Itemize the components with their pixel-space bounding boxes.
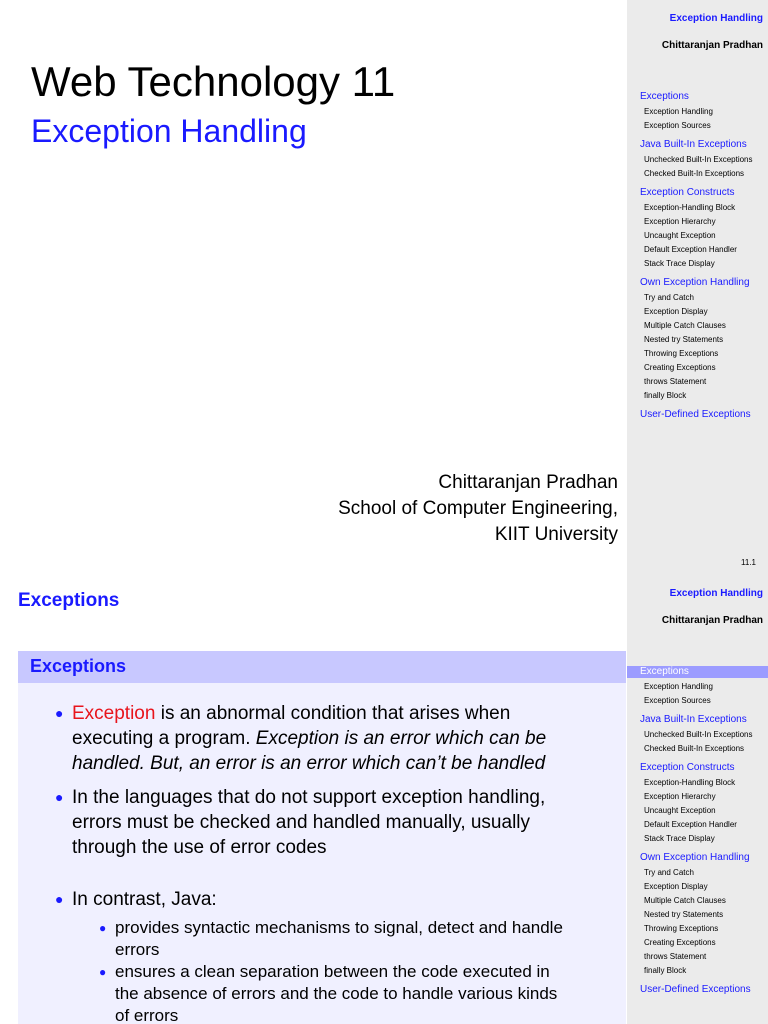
sidebar-subsection[interactable]: Multiple Catch Clauses xyxy=(644,321,726,330)
frame-title: Exceptions xyxy=(18,590,120,611)
author-name: Chittaranjan Pradhan xyxy=(438,472,618,493)
subbullet-icon: ● xyxy=(99,921,107,935)
sidebar-subsection[interactable]: Checked Built-In Exceptions xyxy=(644,169,745,178)
page-number: 11.1 xyxy=(741,558,756,567)
bullet-icon: ● xyxy=(55,891,64,907)
sidebar-subsection[interactable]: Exception Hierarchy xyxy=(644,792,716,801)
sidebar-subsection[interactable]: Creating Exceptions xyxy=(644,938,716,947)
presentation-subtitle: Exception Handling xyxy=(31,113,307,149)
sidebar-title[interactable]: Exception Handling xyxy=(669,588,763,599)
sidebar-subsection[interactable]: Throwing Exceptions xyxy=(644,924,719,933)
sidebar-subsection[interactable]: finally Block xyxy=(644,966,687,975)
sidebar-section-2[interactable]: Java Built-In Exceptions xyxy=(640,139,747,150)
sidebar-section-2[interactable]: Java Built-In Exceptions xyxy=(640,714,747,725)
sidebar-section-3[interactable]: Exception Constructs xyxy=(640,187,735,198)
sidebar-subsection[interactable]: Exception Display xyxy=(644,882,708,891)
sidebar-subsection[interactable]: Uncaught Exception xyxy=(644,231,716,240)
sidebar-section-5[interactable]: User-Defined Exceptions xyxy=(640,409,751,420)
sidebar-subsection[interactable]: Throwing Exceptions xyxy=(644,349,719,358)
sidebar-section-3[interactable]: Exception Constructs xyxy=(640,762,735,773)
sidebar-author: Chittaranjan Pradhan xyxy=(661,615,763,626)
sidebar-subsection[interactable]: Exception Handling xyxy=(644,682,713,691)
sidebar-subsection[interactable]: finally Block xyxy=(644,391,687,400)
sidebar-subsection[interactable]: Nested try Statements xyxy=(644,910,724,919)
sidebar-subsection[interactable]: Stack Trace Display xyxy=(644,834,715,843)
subbullet-icon: ● xyxy=(99,965,107,979)
author-university: KIIT University xyxy=(494,524,618,545)
bullet-icon: ● xyxy=(55,789,64,805)
sidebar xyxy=(627,0,768,575)
sidebar-subsection[interactable]: Checked Built-In Exceptions xyxy=(644,744,745,753)
sidebar-subsection[interactable]: Default Exception Handler xyxy=(644,245,737,254)
sidebar-subsection[interactable]: Multiple Catch Clauses xyxy=(644,896,726,905)
sidebar-section-4[interactable]: Own Exception Handling xyxy=(640,852,750,863)
bullet-icon: ● xyxy=(55,705,64,721)
sidebar-subsection[interactable]: Default Exception Handler xyxy=(644,820,737,829)
sidebar-subsection[interactable]: Exception-Handling Block xyxy=(644,203,736,212)
presentation-title: Web Technology 11 xyxy=(31,58,396,105)
sidebar-subsection[interactable]: Nested try Statements xyxy=(644,335,724,344)
sidebar-subsection[interactable]: Exception Sources xyxy=(644,121,711,130)
author-school: School of Computer Engineering, xyxy=(338,498,618,519)
sidebar-subsection[interactable]: Uncaught Exception xyxy=(644,806,716,815)
sidebar-subsection[interactable]: Exception Handling xyxy=(644,107,713,116)
sidebar-subsection[interactable]: Exception-Handling Block xyxy=(644,778,736,787)
sidebar-section-1[interactable]: Exceptions xyxy=(627,666,768,678)
sidebar-subsection[interactable]: Unchecked Built-In Exceptions xyxy=(644,730,753,739)
sidebar-subsection[interactable]: throws Statement xyxy=(644,952,707,961)
sidebar-subsection[interactable]: Try and Catch xyxy=(644,293,694,302)
sidebar-section-5[interactable]: User-Defined Exceptions xyxy=(640,984,751,995)
sidebar-section-4[interactable]: Own Exception Handling xyxy=(640,277,750,288)
subbullet-syntactic: ● provides syntactic mechanisms to signal, detect and handle errors xyxy=(99,918,563,959)
sidebar-subsection[interactable]: throws Statement xyxy=(644,377,707,386)
bullet-exception-definition: ● Exception is an abnormal condition that arises when executing a program. Exception is an error which can be handled. But, an error is an error which can’t be handled xyxy=(55,703,547,774)
sidebar-subsection[interactable]: Try and Catch xyxy=(644,868,694,877)
sidebar-author: Chittaranjan Pradhan xyxy=(661,40,763,51)
sidebar-subsection[interactable]: Creating Exceptions xyxy=(644,363,716,372)
sidebar-subsection[interactable]: Exception Hierarchy xyxy=(644,217,716,226)
sidebar-nav xyxy=(627,91,768,421)
subbullet-separation: ● ensures a clean separation between the code executed in the absence of errors and the code to handle various kinds of errors xyxy=(99,962,558,1024)
sidebar-subsection[interactable]: Stack Trace Display xyxy=(644,259,715,268)
sidebar-subsection[interactable]: Exception Sources xyxy=(644,696,711,705)
block-title: Exceptions xyxy=(18,651,626,683)
sidebar-title[interactable]: Exception Handling xyxy=(669,13,763,24)
sidebar-subsection[interactable]: Unchecked Built-In Exceptions xyxy=(644,155,753,164)
bullet-no-support: ● In the languages that do not support exception handling, errors must be checked and handled manually, usually through the use of error codes xyxy=(55,787,546,858)
sidebar-nav xyxy=(627,666,768,996)
exception-keyword: Exception xyxy=(72,703,156,724)
sidebar-section-1[interactable]: Exceptions xyxy=(640,91,689,102)
author-block xyxy=(338,470,618,548)
exceptions-slide xyxy=(0,575,768,1024)
sidebar xyxy=(627,575,768,1024)
bullet-java: ● In contrast, Java: xyxy=(55,889,217,910)
sidebar-subsection[interactable]: Exception Display xyxy=(644,307,708,316)
